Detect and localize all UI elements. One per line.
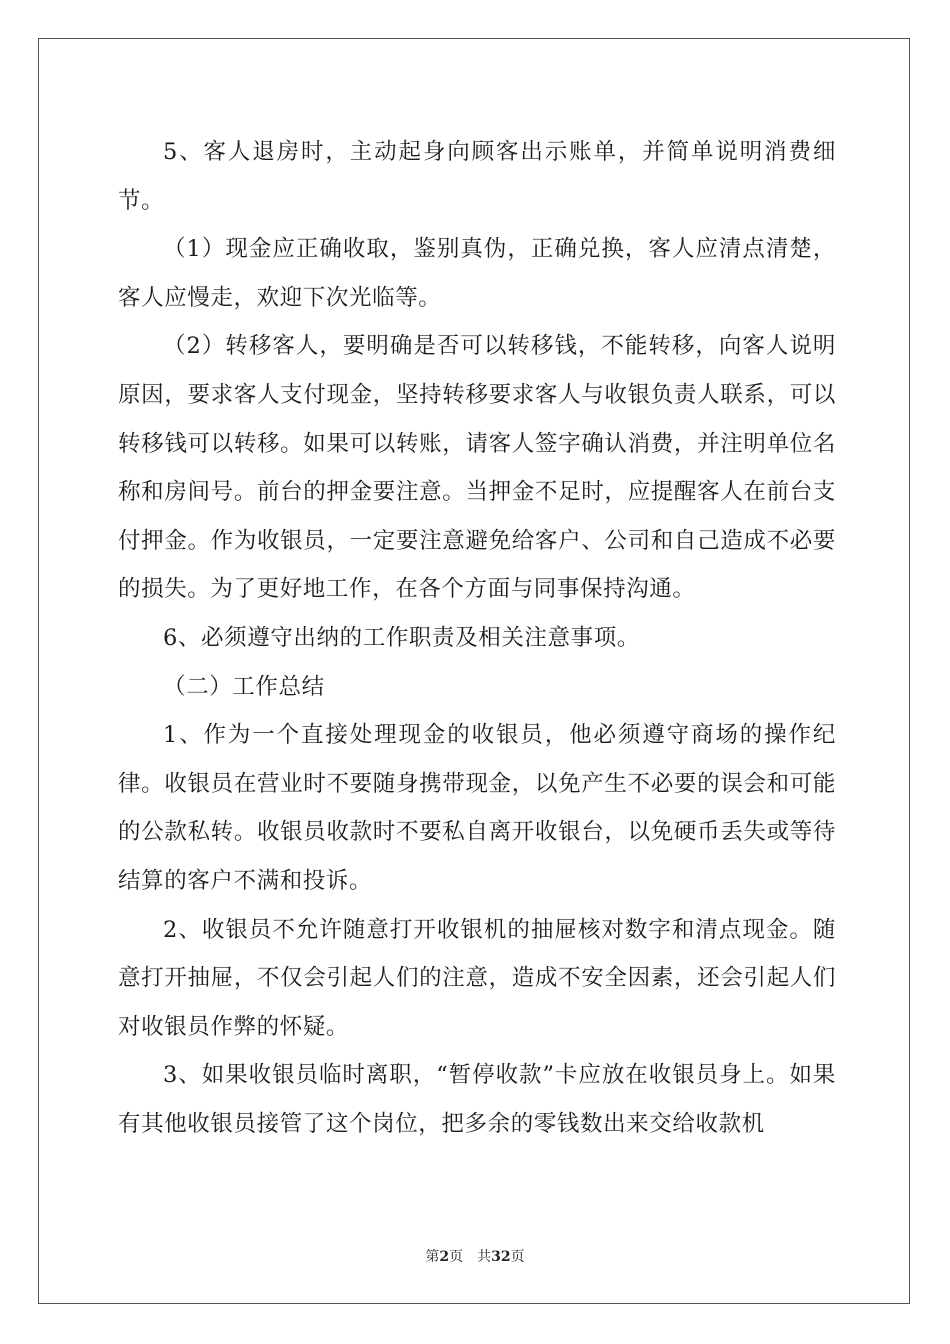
page-total: 32 [491,1249,511,1265]
paragraph-duties: 6、必须遵守出纳的工作职责及相关注意事项。 [163,624,640,651]
paragraph-transfer: （2）转移客人，要明确是否可以转移钱，不能转移，向客人说明原因，要求客人支付现金，坚持转移要求客人与收银负责人联系，可以转移钱可以转移。如果可以转账，请客人签字确认消费，并注明单位名称和房间号。前台的押金要注意。当押金不足时，应提醒客人在前台支付押金。作为收银员，一定要注意避免给客户、公司和自己造成不必要的损失。为了更好地工作，在各个方面与同事保持沟通。 [118,333,836,603]
document-body [118,128,836,1148]
paragraph-cash: （1）现金应正确收取，鉴别真伪，正确兑换，客人应清点清楚，客人应慢走，欢迎下次光临等。 [118,236,836,311]
page-current: 2 [439,1249,450,1265]
page-footer [0,1246,950,1266]
page-suffix: 页 [510,1249,525,1265]
page-prefix: 第 [425,1249,440,1265]
paragraph-summary-2: 2、收银员不允许随意打开收银机的抽屉核对数字和清点现金。随意打开抽屉，不仅会引起人们的注意，造成不安全因素，还会引起人们对收银员作弊的怀疑。 [118,916,836,1040]
paragraph-summary-1: 1、作为一个直接处理现金的收银员，他必须遵守商场的操作纪律。收银员在营业时不要随身携带现金，以免产生不必要的误会和可能的公款私转。收银员收款时不要私自离开收银台，以免硬币丢失或等待结算的客户不满和投诉。 [118,722,836,894]
page-mid: 页 共 [449,1249,492,1265]
paragraph-checkout: 5、客人退房时，主动起身向顾客出示账单，并简单说明消费细节。 [118,139,836,214]
section-heading-summary: （二）工作总结 [163,673,325,700]
paragraph-summary-3: 3、如果收银员临时离职，“暂停收款”卡应放在收银员身上。如果有其他收银员接管了这个岗位，把多余的零钱数出来交给收款机 [118,1062,836,1137]
